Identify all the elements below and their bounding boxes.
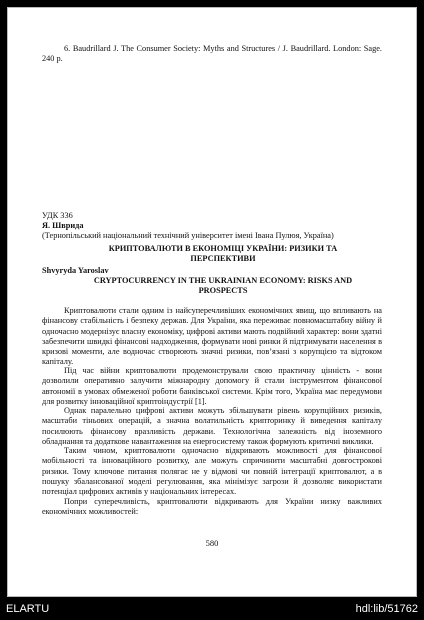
document-page [7, 7, 417, 597]
author-ukrainian: Я. Шврида [42, 221, 84, 230]
paragraph: Під час війни криптовалюти продемонстрували свою практичну цінність - вони дозволили оперативно залучити міжнародну допомогу й стали інструментом фінансової автономії в умовах обмеженої роботи банківської системи. Крім того, Україна має передумови для розвитку інноваційної криптоіндустрії [1]. [42, 366, 382, 406]
reference-entry: 6. Baudrillard J. The Consumer Society: Myths and Structures / J. Baudrillard. London: Sage. 240 p. [42, 44, 382, 64]
paragraph: Криптовалюти стали одним із найсуперечливіших економічних явищ, що впливають на фінансову стабільність і безпеку держав. Для України, яка переживає повномасштабну війну й одночасно модернізує власну економіку, цифрові активи мають подвійний характер: вони здатні забезпечити швидкі фінансові надходження, формувати нові ринки й підтримувати населення в кризові моменти, але водночас створюють значні ризики, пов’язані з корупцією та відтоком капіталу. [42, 306, 382, 367]
repository-name: ELARTU [6, 603, 50, 615]
paragraph: Однак паралельно цифрові активи можуть збільшувати рівень корупційних ризиків, масштаби тіньових операцій, а значна волатильність крипторинку й виведення капіталу посилюють фінансову вразливість держави. Технологічна залежність від іноземного обладнання та додаткове навантаження на енергосистему також формують критичні виклики. [42, 406, 382, 446]
viewer-footer [0, 601, 424, 620]
author-english: Shvyryda Yaroslav [42, 266, 109, 275]
title-ukrainian: КРИПТОВАЛЮТИ В ЕКОНОМІЦІ УКРАЇНИ: РИЗИКИ ТА ПЕРСПЕКТИВИ [108, 244, 338, 264]
udk-code: УДК 336 [42, 211, 73, 220]
author-affiliation: (Тернопільський національний технічний університет імені Івана Пулюя, Україна) [42, 231, 334, 240]
handle-link[interactable]: hdl:lib/51762 [355, 603, 418, 615]
page-number: 580 [205, 538, 219, 548]
title-english: CRYPTOCURRENCY IN THE UKRAINIAN ECONOMY: RISKS AND PROSPECTS [93, 276, 353, 296]
paragraph: Таким чином, криптовалюти одночасно відкривають можливості для фінансової мобільності та інноваційного розвитку, але можуть спричинити масштабні довгострокові ризики. Тому ключове питання полягає не у відмові чи повній інтеграції криптовалют, а в пошуку збалансованої моделі регулювання, яка мінімізує загрози й дозволяє використати потенціал цифрових активів у національних інтересах. [42, 446, 382, 497]
paragraph: Попри суперечливість, криптовалюти відкривають для України низку важливих економічних можливостей: [42, 497, 382, 517]
